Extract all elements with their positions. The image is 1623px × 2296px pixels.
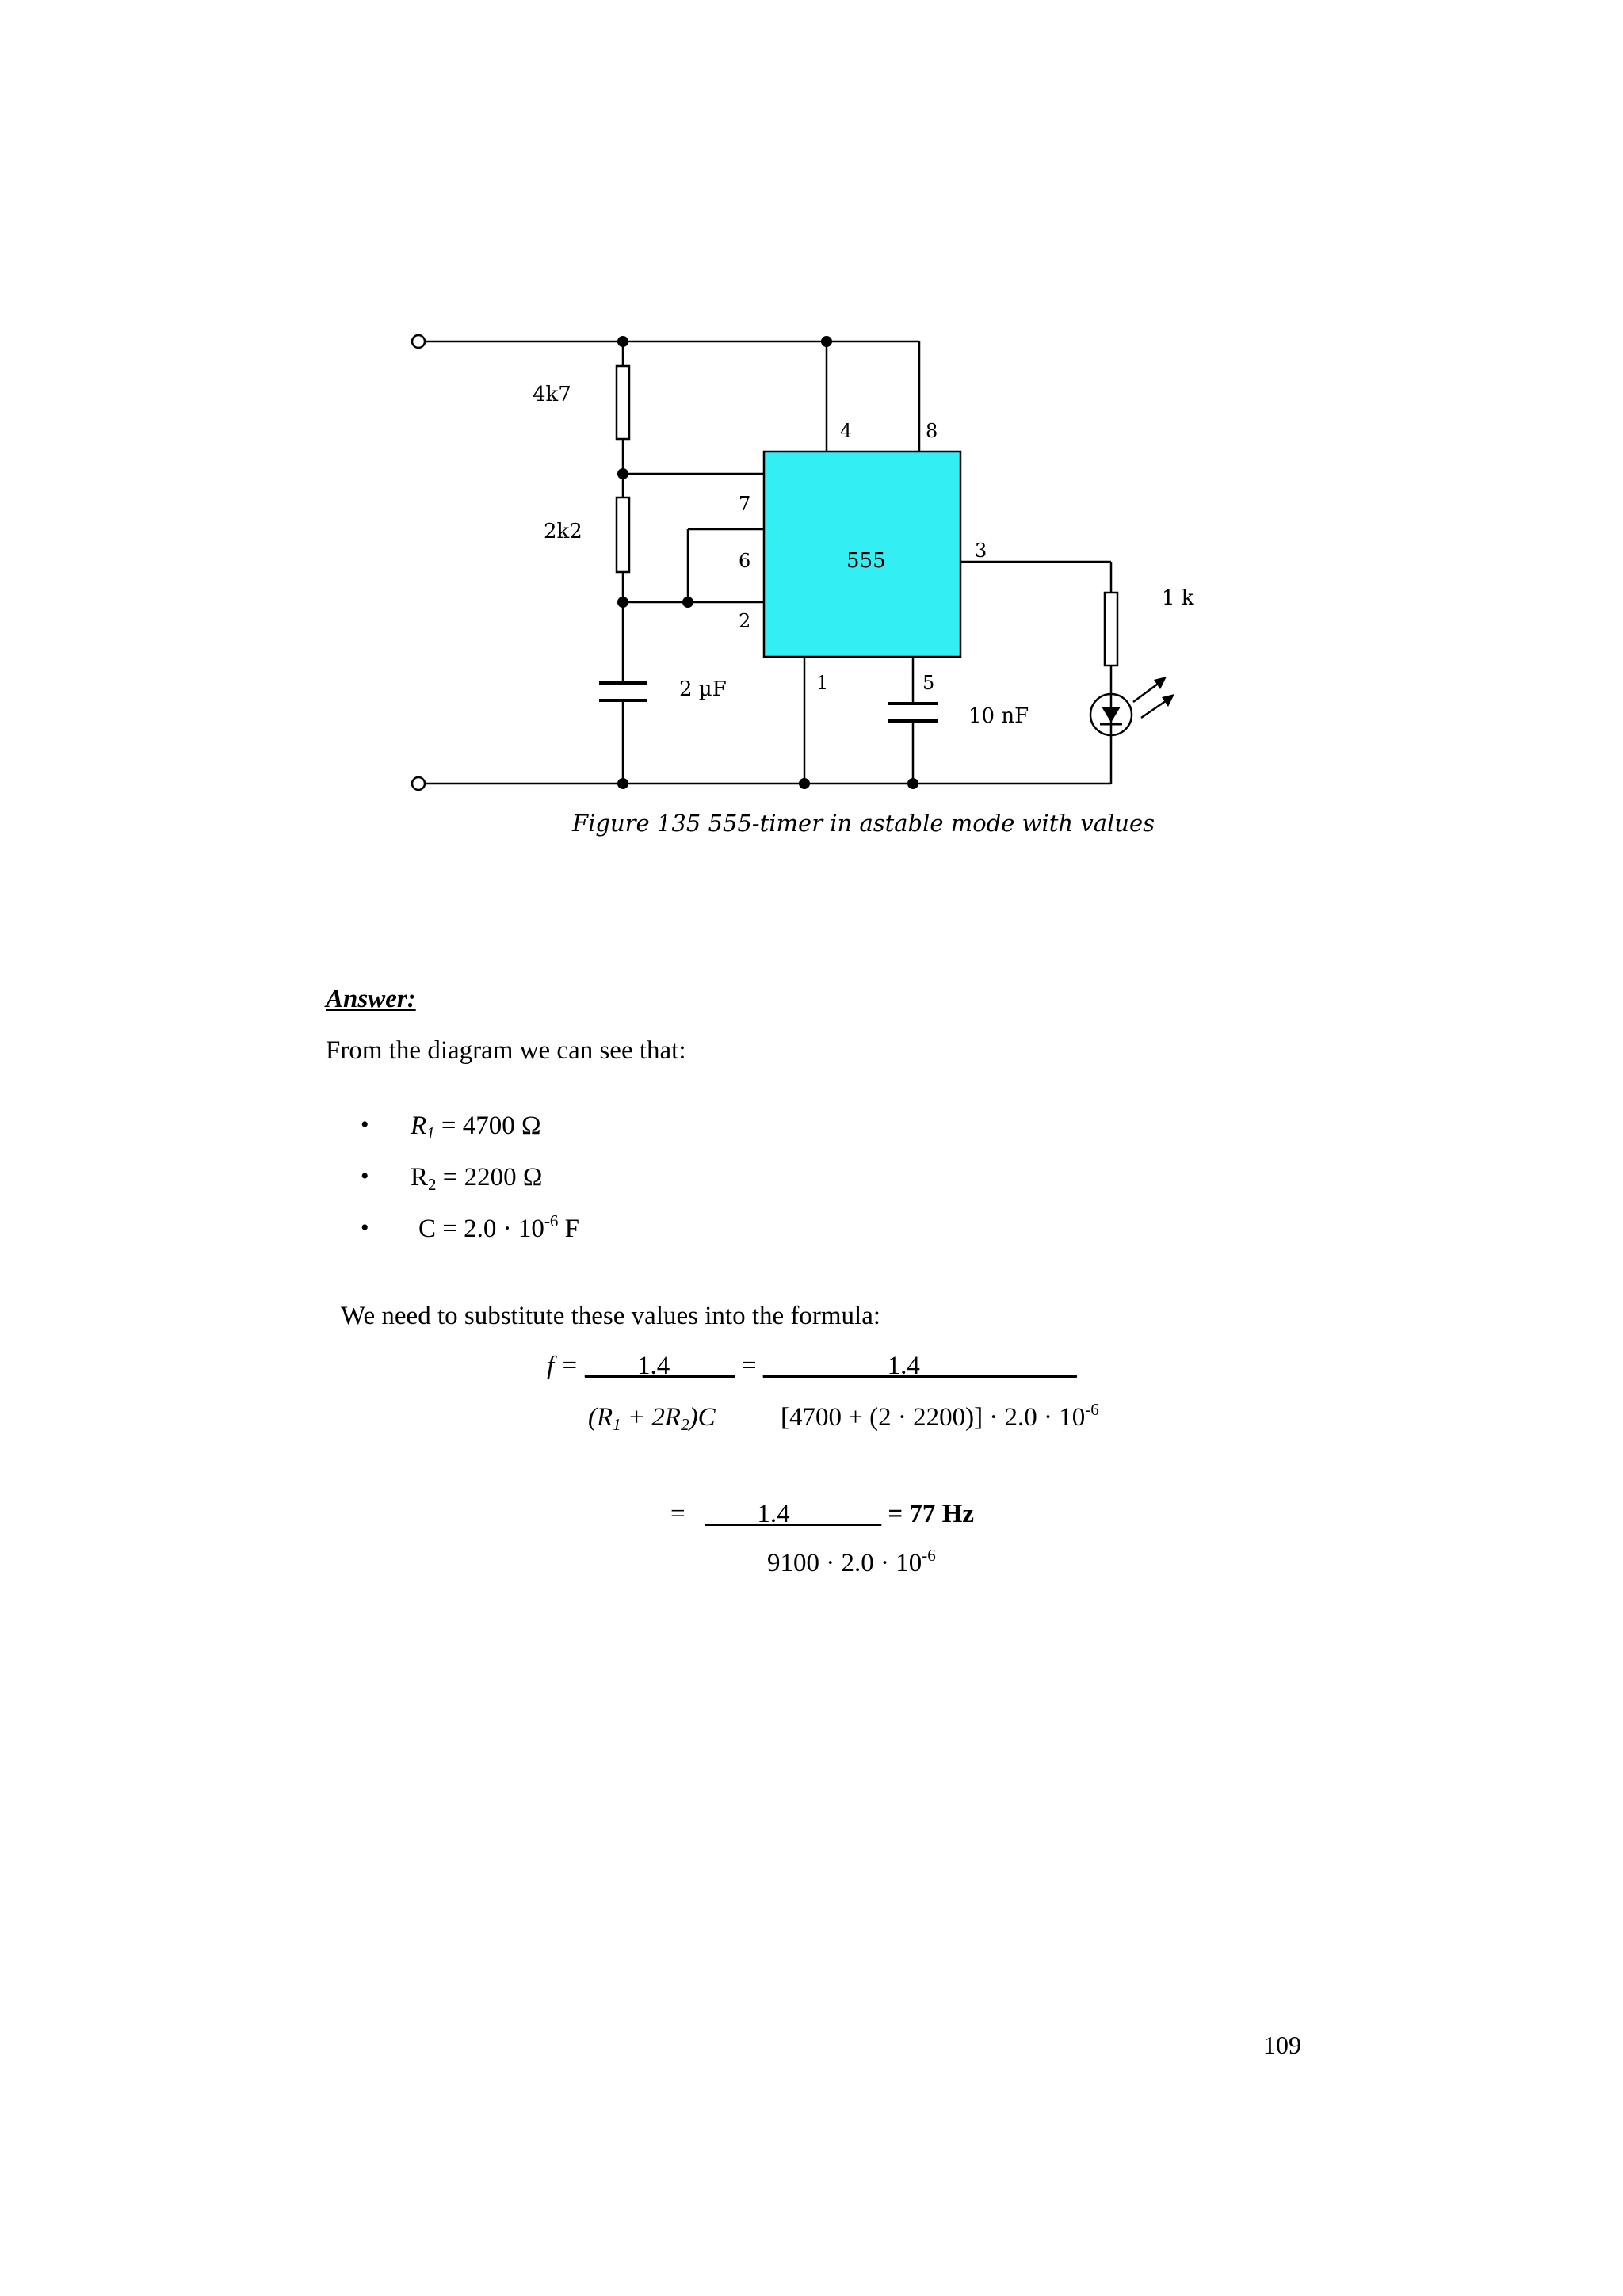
label-r3: 1 k xyxy=(1162,586,1194,610)
den1-sub2: 2 xyxy=(681,1415,689,1434)
f-equals: f = xyxy=(547,1352,585,1380)
led xyxy=(1090,677,1174,735)
resistor-r2 xyxy=(617,498,629,572)
den1-sub1: 1 xyxy=(613,1415,621,1434)
c-unit: F xyxy=(558,1215,579,1243)
label-ic: 555 xyxy=(846,549,886,573)
numerator-1: ____1.4_____ xyxy=(584,1352,735,1380)
r2-symbol: R xyxy=(411,1163,429,1192)
resistor-r3 xyxy=(1105,593,1117,666)
list-item-r1 xyxy=(361,1113,579,1165)
equals-sign: = xyxy=(735,1352,763,1380)
list-item-c xyxy=(361,1211,579,1268)
capacitor-c2 xyxy=(888,704,938,721)
circuit-diagram xyxy=(0,0,1623,871)
formula-denominator-symbolic xyxy=(588,1403,716,1434)
substitute-text: We need to substitute these values into the formula: xyxy=(341,1302,881,1330)
result: = 77 Hz xyxy=(881,1500,974,1528)
capacitor-c1 xyxy=(599,683,647,700)
label-c2: 10 nF xyxy=(968,704,1029,728)
pin-5-label: 5 xyxy=(922,672,935,694)
pin-8-label: 8 xyxy=(926,420,938,442)
input-terminal-bottom xyxy=(412,777,425,790)
r2-value: = 2200 Ω xyxy=(436,1163,543,1192)
numerator-3: ____1.4_______ xyxy=(705,1500,882,1528)
label-r2: 2k2 xyxy=(544,520,582,543)
pin-2-label: 2 xyxy=(739,610,751,632)
r1-symbol: R xyxy=(411,1112,427,1140)
page-number: 109 xyxy=(1263,2031,1301,2059)
c-exponent: -6 xyxy=(544,1211,559,1230)
figure-caption: Figure 135 555-timer in astable mode with values xyxy=(572,810,1155,837)
den1-a: (R xyxy=(588,1403,613,1432)
r2-subscript: 2 xyxy=(428,1175,437,1194)
resistor-r1 xyxy=(617,366,629,439)
intro-text: From the diagram we can see that: xyxy=(326,1036,686,1065)
pin-1-label: 1 xyxy=(816,672,829,694)
r1-value: = 4700 Ω xyxy=(434,1112,541,1140)
formula-denominator-numeric xyxy=(781,1400,1099,1432)
values-list xyxy=(361,1113,579,1268)
label-r1: 4k7 xyxy=(533,383,571,406)
r1-subscript: 1 xyxy=(426,1123,435,1142)
formula-2-numerator xyxy=(670,1501,974,1527)
input-terminal-top xyxy=(412,335,425,348)
den3-exponent: -6 xyxy=(922,1546,936,1565)
pin-3-label: 3 xyxy=(975,540,987,562)
equals-sign-2: = xyxy=(670,1500,705,1528)
den3-text: 9100 · 2.0 · 10 xyxy=(767,1549,922,1577)
numerator-2: ____ _____1.4____________ xyxy=(762,1352,1077,1380)
label-c1: 2 µF xyxy=(679,677,727,701)
den1-c: )C xyxy=(689,1403,716,1432)
pin-6-label: 6 xyxy=(739,550,751,572)
formula-1-numerator xyxy=(547,1353,1077,1379)
pin-4-label: 4 xyxy=(840,420,853,442)
den2-exponent: -6 xyxy=(1085,1400,1099,1419)
answer-heading: Answer: xyxy=(326,985,416,1013)
formula-2-denominator xyxy=(767,1546,936,1577)
den2-text: [4700 + (2 · 2200)] · 2.0 · 10 xyxy=(781,1403,1086,1432)
list-item-r2 xyxy=(361,1165,579,1216)
c-value: C = 2.0 · 10 xyxy=(418,1215,544,1243)
den1-b: + 2R xyxy=(621,1403,682,1432)
pin-7-label: 7 xyxy=(739,493,751,515)
